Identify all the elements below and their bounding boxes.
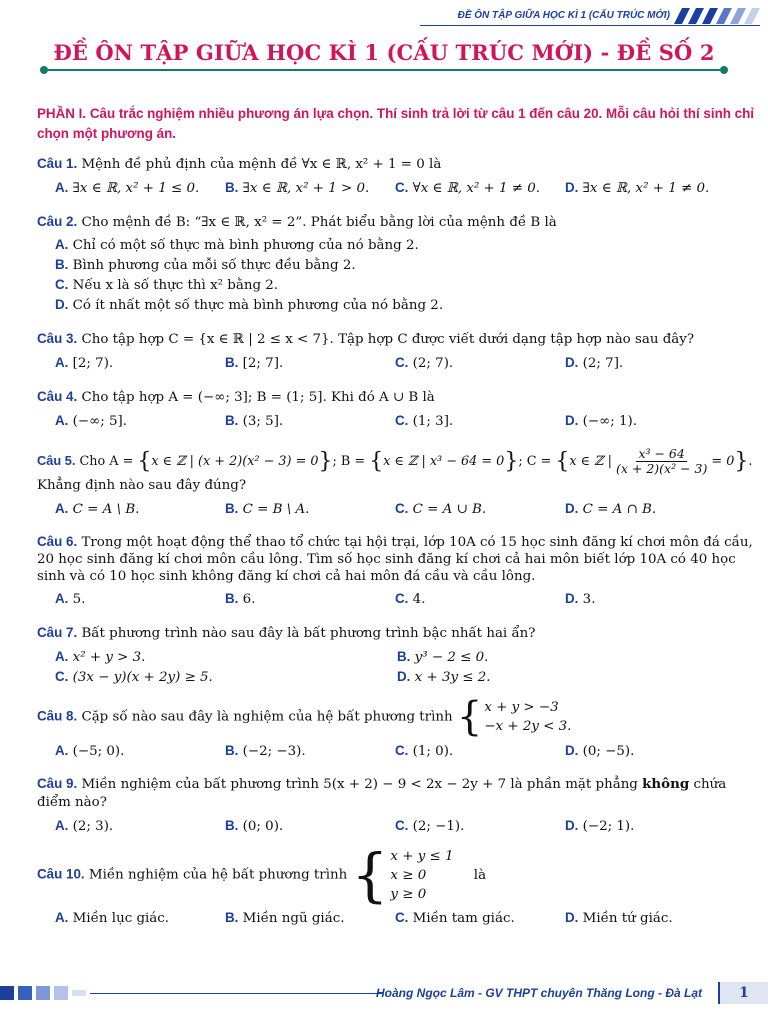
option-text: ∃x ∈ ℝ, x² + 1 ≠ 0.	[582, 181, 710, 196]
option-a[interactable]	[55, 499, 225, 519]
option-d[interactable]	[565, 816, 735, 836]
option-label: C.	[395, 591, 409, 606]
question-number: Câu 10.	[37, 866, 85, 882]
question-7	[37, 623, 763, 687]
title-rule	[44, 69, 724, 71]
option-text: y³ − 2 ≤ 0.	[414, 650, 489, 665]
footer-author: Hoàng Ngọc Lâm - GV THPT chuyên Thăng Long - Đà Lạt	[375, 986, 702, 1000]
option-text: (2; 7].	[582, 356, 624, 371]
option-text: (−2; −3).	[242, 744, 306, 759]
option-a[interactable]	[55, 647, 397, 667]
option-c[interactable]	[395, 816, 565, 836]
option-label: C.	[395, 743, 409, 758]
option-text: (−∞; 5].	[72, 414, 128, 429]
question-text: Cặp số nào sau đây là nghiệm của hệ bất phương trình	[81, 709, 453, 725]
option-text: Bình phương của mỗi số thực đều bằng 2.	[72, 258, 356, 273]
option-label: A.	[55, 910, 69, 925]
option-text: (−5; 0).	[72, 744, 125, 759]
question-number: Câu 8.	[37, 708, 78, 724]
option-text: Chỉ có một số thực mà bình phương của nó bằng 2.	[72, 238, 419, 253]
option-a[interactable]	[55, 816, 225, 836]
set-c-fraction	[616, 447, 707, 476]
question-number: Câu 2.	[37, 214, 78, 229]
option-text: Miền ngũ giác.	[242, 911, 345, 926]
inequality-system: { x + y > −3 −x + 2y < 3.	[456, 694, 572, 740]
option-label: A.	[55, 413, 69, 428]
question-9	[37, 775, 763, 836]
option-label: A.	[55, 355, 69, 370]
question-3	[37, 329, 763, 373]
option-a[interactable]	[55, 908, 225, 928]
option-text: C = A ∩ B.	[582, 502, 657, 517]
option-label: A.	[55, 237, 69, 252]
option-label: A.	[55, 649, 69, 664]
option-text: (1; 3].	[412, 414, 454, 429]
option-c[interactable]	[37, 275, 763, 295]
question-text: ; B =	[332, 454, 370, 469]
option-label: A.	[55, 818, 69, 833]
question-text: Cho tập hợp C = {x ∈ ℝ | 2 ≤ x < 7}. Tập hợp C được viết dưới dạng tập hợp nào sau đây?	[81, 332, 695, 347]
option-label: C.	[395, 501, 409, 516]
page-number: 1	[718, 982, 768, 1004]
option-a[interactable]	[37, 235, 763, 255]
option-a[interactable]	[55, 411, 225, 431]
option-label: B.	[225, 591, 239, 606]
set-c-prefix: x ∈ ℤ |	[569, 454, 616, 469]
fraction-denominator: (x + 2)(x² − 3)	[615, 461, 708, 476]
question-text: Cho A =	[79, 454, 138, 469]
option-label: C.	[55, 277, 69, 292]
option-d[interactable]	[565, 741, 735, 761]
option-label: B.	[397, 649, 411, 664]
question-text: Cho tập hợp A = (−∞; 3]; B = (1; 5]. Khi đó A ∪ B là	[81, 390, 435, 405]
question-6	[37, 533, 763, 609]
option-a[interactable]	[55, 353, 225, 373]
question-10	[37, 841, 763, 928]
question-8	[37, 694, 763, 761]
option-c[interactable]	[395, 499, 565, 519]
system-line: x + y > −3	[484, 700, 559, 715]
option-d[interactable]	[565, 589, 735, 609]
option-text: C = A \ B.	[72, 502, 140, 517]
option-text: C = A ∪ B.	[412, 502, 487, 517]
question-text: Bất phương trình nào sau đây là bất phương trình bậc nhất hai ẩn?	[81, 626, 536, 641]
option-b[interactable]	[225, 411, 395, 431]
option-text: (−∞; 1).	[582, 414, 638, 429]
option-text: (2; 7).	[412, 356, 454, 371]
set-a: x ∈ ℤ | (x + 2)(x² − 3) = 0	[151, 454, 319, 469]
option-label: B.	[225, 355, 239, 370]
option-text: Có ít nhất một số thực mà bình phương của nó bằng 2.	[72, 298, 444, 313]
option-d[interactable]	[565, 499, 735, 519]
option-text: x² + y > 3.	[72, 650, 146, 665]
option-text: Miền lục giác.	[72, 911, 170, 926]
option-c[interactable]	[55, 667, 397, 687]
option-b[interactable]	[225, 741, 395, 761]
option-d[interactable]	[397, 667, 739, 687]
option-label: D.	[565, 910, 579, 925]
title-rule-dot-right	[720, 66, 728, 74]
option-label: C.	[395, 818, 409, 833]
question-2	[37, 212, 763, 315]
option-c[interactable]	[395, 178, 565, 198]
system-line: x + y ≤ 1	[390, 848, 454, 864]
option-text: (2; 3).	[72, 819, 114, 834]
header-rule	[420, 25, 760, 26]
question-text-2: Khẳng định nào sau đây đúng?	[37, 478, 247, 493]
option-b[interactable]	[225, 816, 395, 836]
option-text: 6.	[242, 592, 256, 607]
question-text: Cho mệnh đề B: “∃x ∈ ℝ, x² = 2”. Phát biểu bằng lời của mệnh đề B là	[81, 215, 557, 230]
option-label: D.	[565, 413, 579, 428]
system-line: x ≥ 0	[390, 867, 427, 883]
option-label: B.	[225, 743, 239, 758]
option-text: [2; 7).	[72, 356, 114, 371]
option-d[interactable]	[37, 295, 763, 315]
exam-content	[37, 104, 763, 928]
option-b[interactable]	[37, 255, 763, 275]
option-label: D.	[565, 501, 579, 516]
option-text: (1; 0).	[412, 744, 454, 759]
option-c[interactable]	[395, 741, 565, 761]
option-text: (2; −1).	[412, 819, 465, 834]
question-text: Trong một hoạt động thể thao tổ chức tại hội trại, lớp 10A có 15 học sinh đăng kí chơi môn đá cầu, 20 học sinh đăng kí chơi môn cầu lông. Tìm số học sinh đăng kí chơi cả hai môn biết lớp 10A có 40 học sinh và có 10 học sinh không đăng kí chơi cả hai môn đá cầu và cầu lông.	[37, 535, 753, 584]
option-label: A.	[55, 743, 69, 758]
question-text: Mệnh đề phủ định của mệnh đề ∀x ∈ ℝ, x² + 1 = 0 là	[81, 157, 442, 172]
option-text: ∃x ∈ ℝ, x² + 1 > 0.	[242, 181, 370, 196]
question-text: là	[473, 867, 487, 883]
option-label: A.	[55, 180, 69, 195]
option-text: (−2; 1).	[582, 819, 635, 834]
option-label: C.	[55, 669, 69, 684]
set-c-suffix: = 0	[707, 454, 735, 469]
option-text: ∀x ∈ ℝ, x² + 1 ≠ 0.	[412, 181, 541, 196]
question-text: chứa điểm nào?	[37, 777, 727, 810]
page-title: ĐỀ ÔN TẬP GIỮA HỌC KÌ 1 (CẤU TRÚC MỚI) - ĐỀ SỐ 2	[53, 40, 715, 65]
option-label: B.	[225, 501, 239, 516]
question-text: Miền nghiệm của bất phương trình 5(x + 2) − 9 < 2x − 2y + 7 là phần mặt phẳng	[81, 777, 643, 792]
question-text: ; C =	[518, 454, 556, 469]
option-c[interactable]	[395, 353, 565, 373]
option-text: 5.	[72, 592, 86, 607]
system-line: y ≥ 0	[390, 886, 427, 902]
question-emphasis: không	[642, 776, 690, 792]
option-text: (0; −5).	[582, 744, 635, 759]
option-label: D.	[565, 180, 579, 195]
option-c[interactable]	[395, 589, 565, 609]
option-label: D.	[565, 591, 579, 606]
option-label: D.	[565, 355, 579, 370]
option-text: x + 3y ≤ 2.	[414, 670, 491, 685]
option-text: (3x − y)(x + 2y) ≥ 5.	[72, 670, 213, 685]
option-a[interactable]	[55, 589, 225, 609]
option-label: C.	[395, 355, 409, 370]
option-label: C.	[395, 180, 409, 195]
option-label: A.	[55, 501, 69, 516]
set-b: x ∈ ℤ | x³ − 64 = 0	[383, 454, 505, 469]
option-label: D.	[397, 669, 411, 684]
option-label: D.	[565, 818, 579, 833]
option-label: C.	[395, 910, 409, 925]
option-text: 4.	[412, 592, 426, 607]
option-b[interactable]	[225, 353, 395, 373]
option-text: 3.	[582, 592, 596, 607]
option-label: D.	[565, 743, 579, 758]
option-d[interactable]	[565, 178, 735, 198]
option-label: B.	[225, 413, 239, 428]
option-text: (3; 5].	[242, 414, 284, 429]
question-number: Câu 1.	[37, 156, 78, 171]
option-a[interactable]	[55, 178, 225, 198]
option-label: D.	[55, 297, 69, 312]
option-text: C = B \ A.	[242, 502, 310, 517]
option-c[interactable]	[395, 908, 565, 928]
inequality-system: { x + y ≤ 1 x ≥ 0 y ≥ 0	[351, 841, 454, 909]
option-label: A.	[55, 591, 69, 606]
option-text: Nếu x là số thực thì x² bằng 2.	[72, 278, 279, 293]
fraction-numerator: x³ − 64	[638, 446, 685, 461]
question-number: Câu 4.	[37, 389, 78, 404]
header-stripes-decoration	[674, 8, 760, 24]
option-text: ∃x ∈ ℝ, x² + 1 ≤ 0.	[72, 181, 200, 196]
option-d[interactable]	[565, 353, 735, 373]
option-text: Miền tứ giác.	[582, 911, 673, 926]
question-4	[37, 387, 763, 431]
header-tag: ĐỀ ÔN TẬP GIỮA HỌC KÌ 1 (CẤU TRÚC MỚI)	[457, 10, 670, 21]
question-number: Câu 9.	[37, 776, 78, 791]
option-label: B.	[55, 257, 69, 272]
option-text: Miền tam giác.	[412, 911, 515, 926]
question-number: Câu 6.	[37, 534, 78, 549]
question-1	[37, 154, 763, 198]
option-b[interactable]	[225, 908, 395, 928]
option-label: B.	[225, 818, 239, 833]
option-b[interactable]	[225, 499, 395, 519]
footer-rule	[90, 993, 382, 994]
question-5: Câu 5. Cho A = {x ∈ ℤ | (x + 2)(x² − 3) = 0}; B = {x ∈ ℤ | x³ − 64 = 0}; C = {x ∈ ℤ | $\frac{\text{x³ − 64}}{\text{(x + 2)(x² − 3)}}$ = 0}. Khẳng định nào sau đây đúng? A. C = A \ B. B. C = B \ A. C. C = A ∪ B. D. C = A ∩ B.	[37, 447, 763, 519]
option-b[interactable]	[225, 178, 395, 198]
option-a[interactable]	[55, 741, 225, 761]
question-number: Câu 5.	[37, 453, 76, 468]
system-line: −x + 2y < 3.	[484, 719, 572, 734]
option-b[interactable]	[397, 647, 739, 667]
option-text: (0; 0).	[242, 819, 284, 834]
part-heading: PHẦN I. Câu trắc nghiệm nhiều phương án lựa chọn. Thí sinh trả lời từ câu 1 đến câu 20. Mỗi câu hỏi thí sinh chỉ chọn một phương án.	[37, 106, 755, 141]
option-d[interactable]	[565, 411, 735, 431]
question-number: Câu 3.	[37, 331, 78, 346]
question-number: Câu 7.	[37, 625, 78, 640]
option-b[interactable]	[225, 589, 395, 609]
option-label: B.	[225, 180, 239, 195]
option-d[interactable]	[565, 908, 735, 928]
option-label: C.	[395, 413, 409, 428]
option-text: [2; 7].	[242, 356, 284, 371]
footer-blocks-decoration	[0, 986, 90, 1000]
option-c[interactable]	[395, 411, 565, 431]
question-text: Miền nghiệm của hệ bất phương trình	[88, 867, 348, 883]
option-label: B.	[225, 910, 239, 925]
